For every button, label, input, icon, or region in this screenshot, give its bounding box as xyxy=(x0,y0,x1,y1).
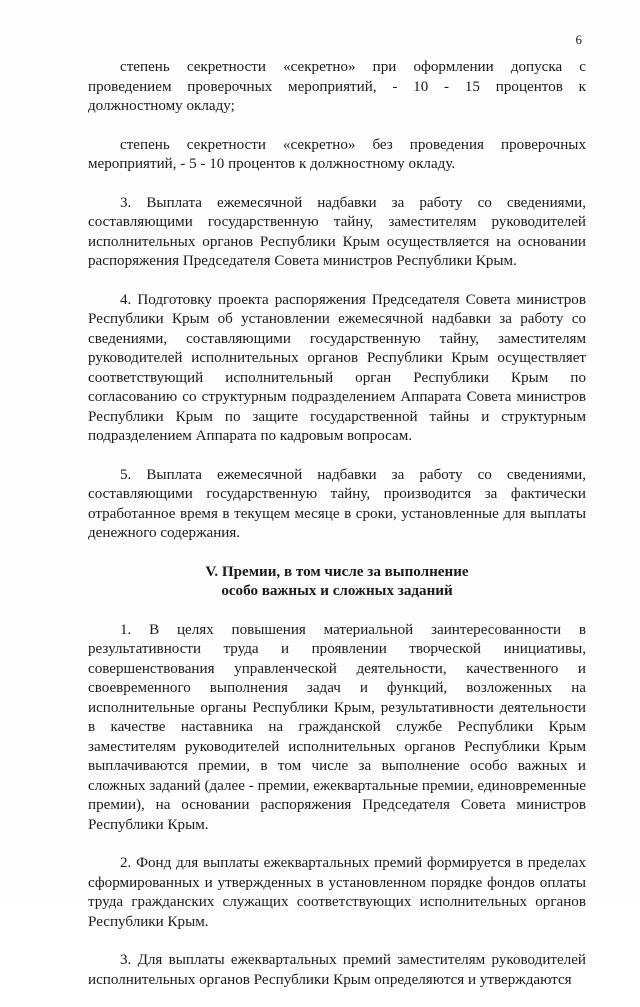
paragraph-item-4: 4. Подготовку проекта распоряжения Председателя Совета министров Республики Крым об установлении ежемесячной надбавки за работу со сведениями, составляющими государственную тайну, заместителям руководителей исполнительных органов Республики Крым осуществляет соответствующий исполнительный орган Республики Крым по согласованию со структурным подразделением Аппарата Совета министров Республики Крым по защите государственной тайны и структурным подразделением Аппарата по кадровым вопросам. xyxy=(88,291,586,444)
paragraph-secrecy-with-checks: степень секретности «секретно» при оформлении допуска с проведением проверочных мероприятий, - 10 - 15 процентов к должностному окладу; xyxy=(88,59,586,114)
paragraph-section5-item-2: 2. Фонд для выплаты ежеквартальных премий формируется в пределах сформированных и утвержденных в установленном порядке фондов оплаты труда гражданских служащих соответствующих исполнительных органов Республики Крым. xyxy=(88,855,586,930)
paragraph-secrecy-without-checks: степень секретности «секретно» без проведения проверочных мероприятий, - 5 - 10 процентов к должностному окладу. xyxy=(88,136,586,172)
document-body xyxy=(88,58,586,1007)
page-number: 6 xyxy=(575,32,582,47)
paragraph-item-3: 3. Выплата ежемесячной надбавки за работу со сведениями, составляющими государственную тайну, заместителям руководителей исполнительных органов Республики Крым осуществляется на основании распоряжения Председателя Совета министров Республики Крым. xyxy=(88,194,586,269)
section-heading xyxy=(88,563,586,602)
section-heading-line-2: особо важных и сложных заданий xyxy=(221,583,453,599)
paragraph-item-5: 5. Выплата ежемесячной надбавки за работу со сведениями, составляющими государственную тайну, производится за фактически отработанное время в текущем месяце в сроки, установленные для выплаты денежного содержания. xyxy=(88,466,586,541)
paragraph-section5-item-1: 1. В целях повышения материальной заинтересованности в результативности труда и проявлении творческой инициативы, совершенствования управленческой деятельности, качественного и своевременного выполнения задач и функций, возложенных на исполнительные органы Республики Крым, результативности деятельности в качестве наставника на гражданской службе Республики Крым заместителям руководителей исполнительных органов Республики Крым выплачиваются премии, в том числе за выполнение особо важных и сложных заданий (далее - премии, ежеквартальные премии, единовременные премии), на основании распоряжения Председателя Совета министров Республики Крым. xyxy=(88,621,586,833)
paragraph-section5-item-3: 3. Для выплаты ежеквартальных премий заместителям руководителей исполнительных органов Республики Крым определяются и утверждаются xyxy=(88,952,586,988)
section-heading-line-1: V. Премии, в том числе за выполнение xyxy=(205,563,469,580)
